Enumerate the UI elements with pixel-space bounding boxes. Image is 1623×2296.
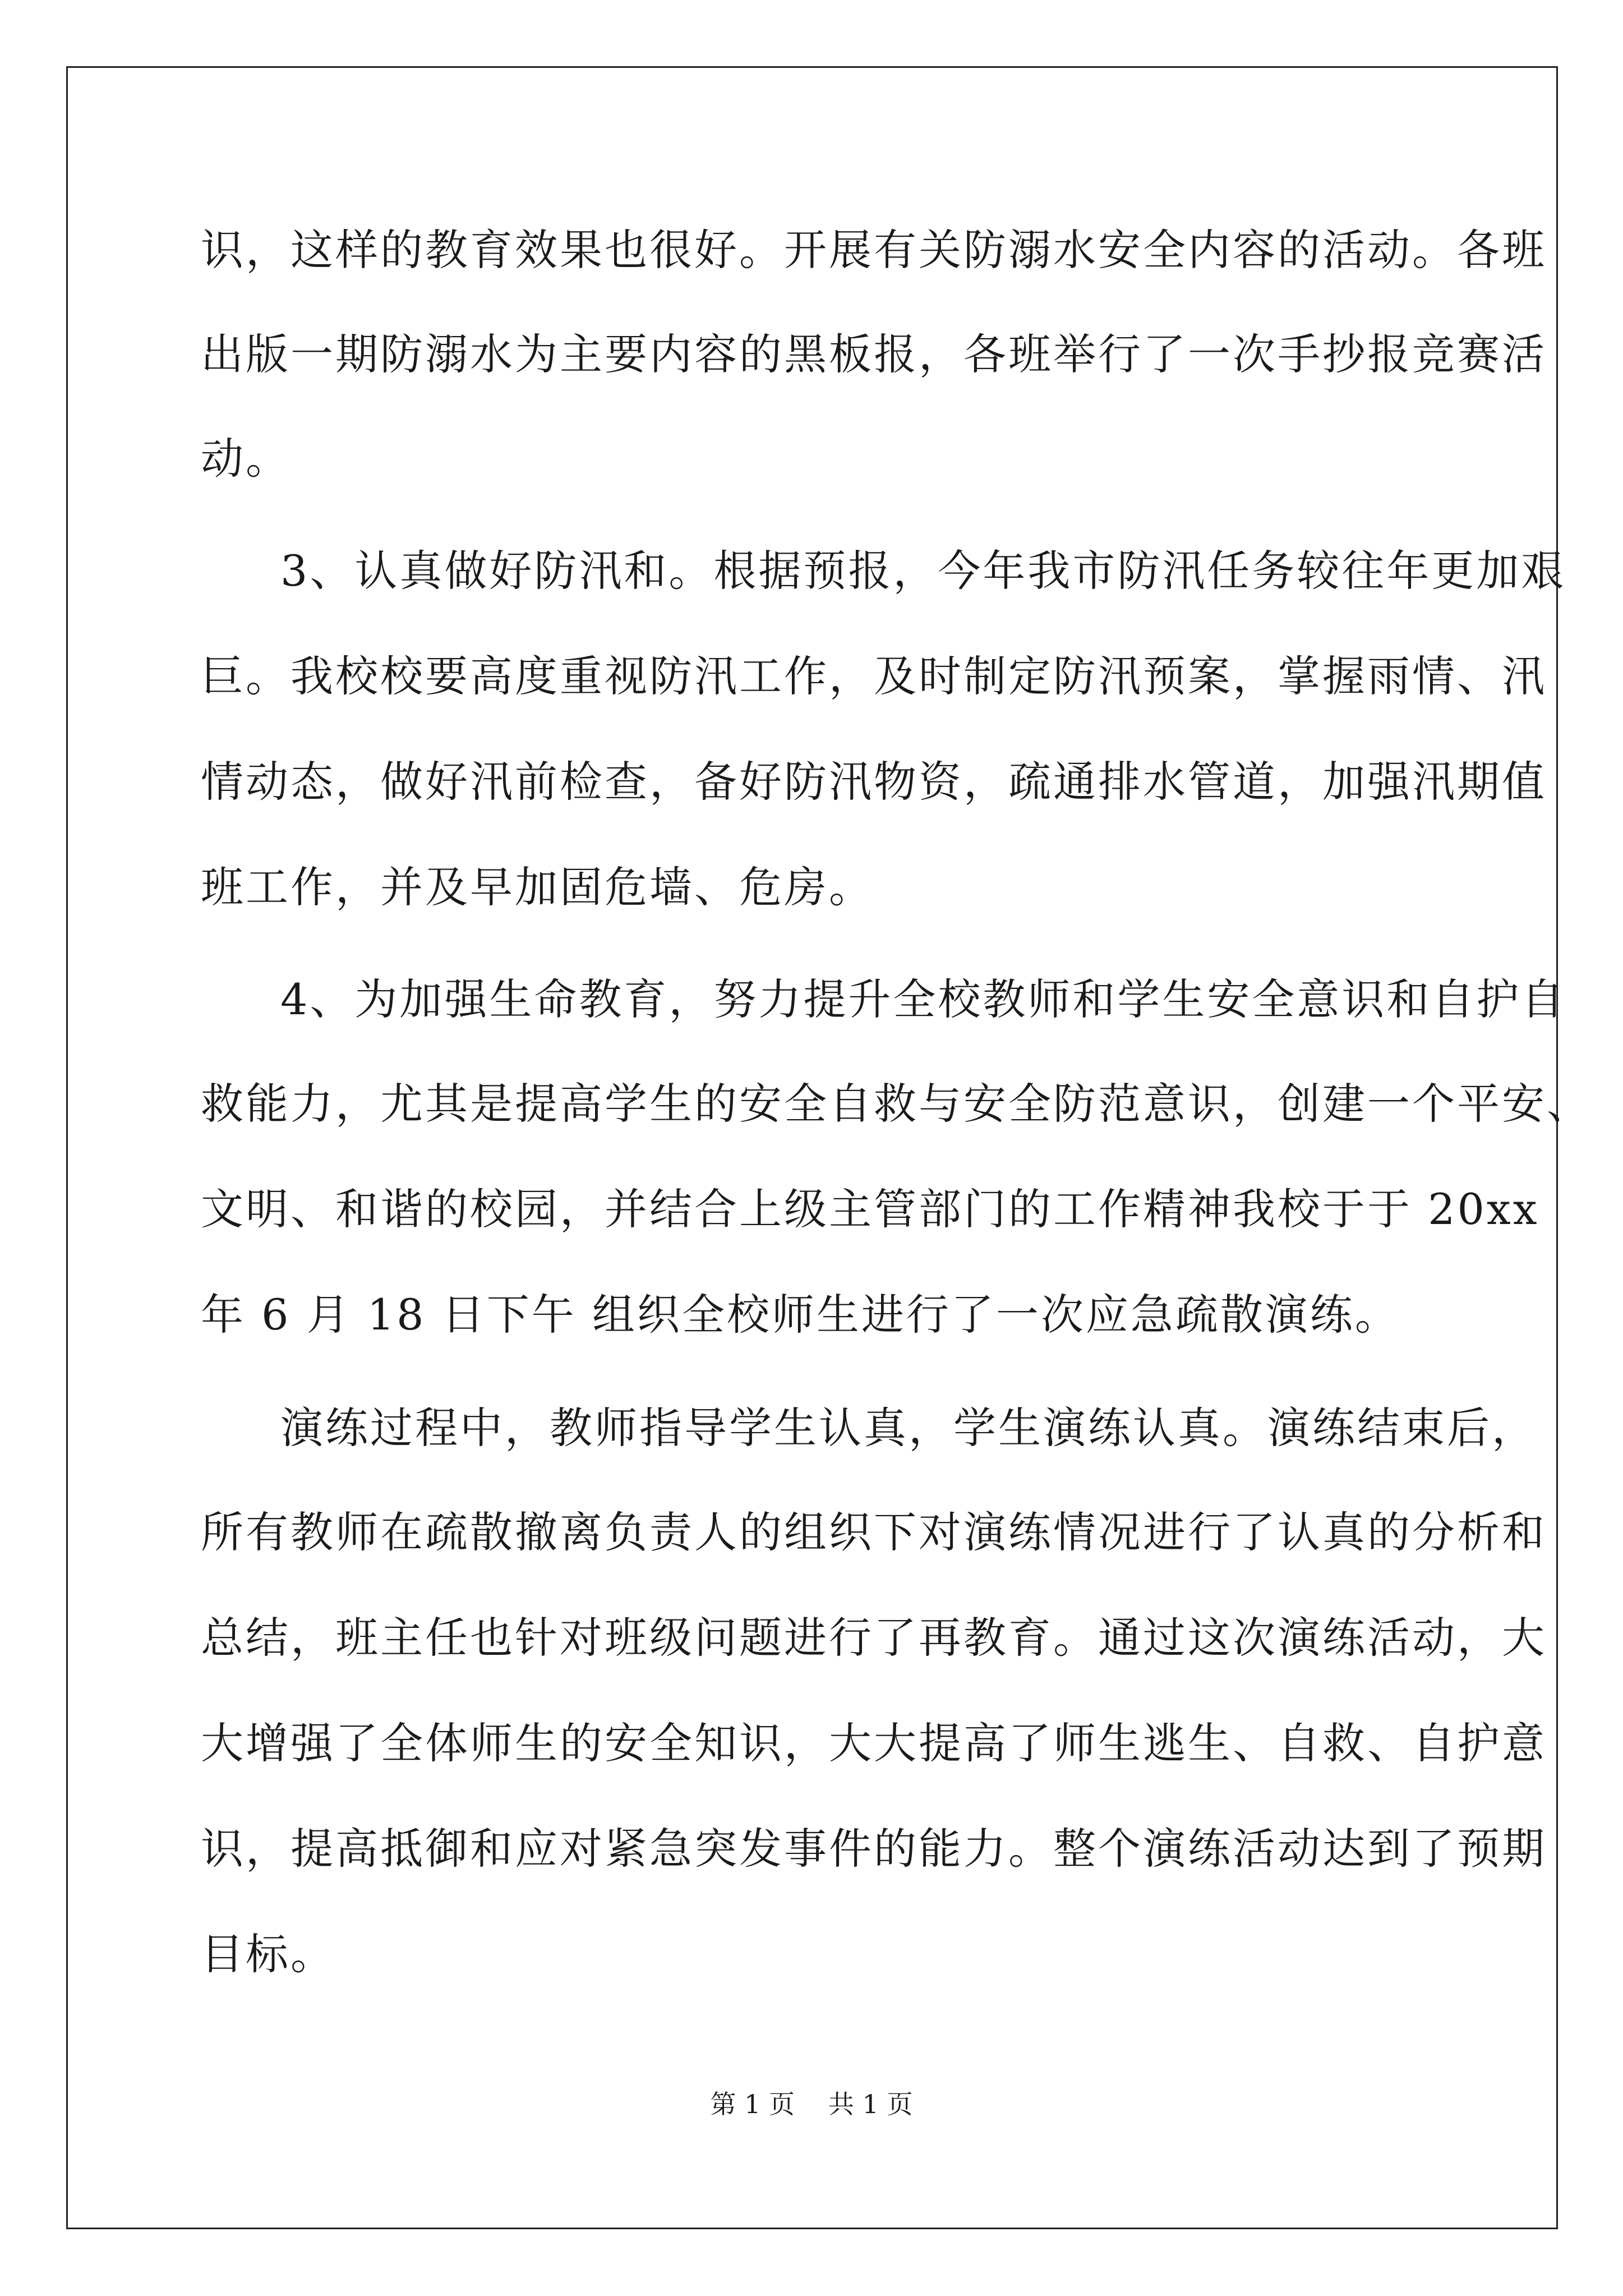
text-line: 识，提高抵御和应对紧急突发事件的能力。整个演练活动达到了预期 (201, 1824, 1547, 1874)
text-line: 大增强了全体师生的安全知识，大大提高了师生逃生、自救、自护意 (201, 1718, 1547, 1768)
text-line: 所有教师在疏散撤离负责人的组织下对演练情况进行了认真的分析和 (201, 1507, 1547, 1557)
text-line: 3、认真做好防汛和。根据预报，今年我市防汛任务较往年更加艰 (280, 546, 1566, 596)
text-line: 巨。我校校要高度重视防汛工作，及时制定防汛预案，掌握雨情、汛 (201, 651, 1547, 701)
text-line: 救能力，尤其是提高学生的安全自救与安全防范意识，创建一个平安、 (201, 1079, 1592, 1129)
page-border (66, 66, 1558, 2229)
text-line: 识，这样的教育效果也很好。开展有关防溺水安全内容的活动。各班 (201, 225, 1547, 275)
text-line: 出版一期防溺水为主要内容的黑板报，各班举行了一次手抄报竞赛活 (201, 329, 1547, 379)
text-line: 动。 (201, 434, 291, 484)
text-line: 班工作，并及早加固危墙、危房。 (201, 862, 874, 912)
text-line: 目标。 (201, 1929, 335, 1979)
text-line: 情动态，做好汛前检查，备好防汛物资，疏通排水管道，加强汛期值 (201, 757, 1547, 807)
text-line: 文明、和谐的校园，并结合上级主管部门的工作精神我校于于 20xx (201, 1184, 1539, 1234)
page-number-total: 共 1 页 (828, 2089, 913, 2119)
text-line: 总结，班主任也针对班级问题进行了再教育。通过这次演练活动，大 (201, 1613, 1547, 1663)
text-line: 演练过程中，教师指导学生认真，学生演练认真。演练结束后， (280, 1403, 1537, 1453)
text-line: 年 6 月 18 日下午 组织全校师生进行了一次应急疏散演练。 (201, 1290, 1400, 1340)
page-footer (0, 2091, 1623, 2117)
text-line: 4、为加强生命教育，努力提升全校教师和学生安全意识和自护自 (280, 974, 1566, 1024)
page-number-current: 第 1 页 (710, 2089, 795, 2119)
